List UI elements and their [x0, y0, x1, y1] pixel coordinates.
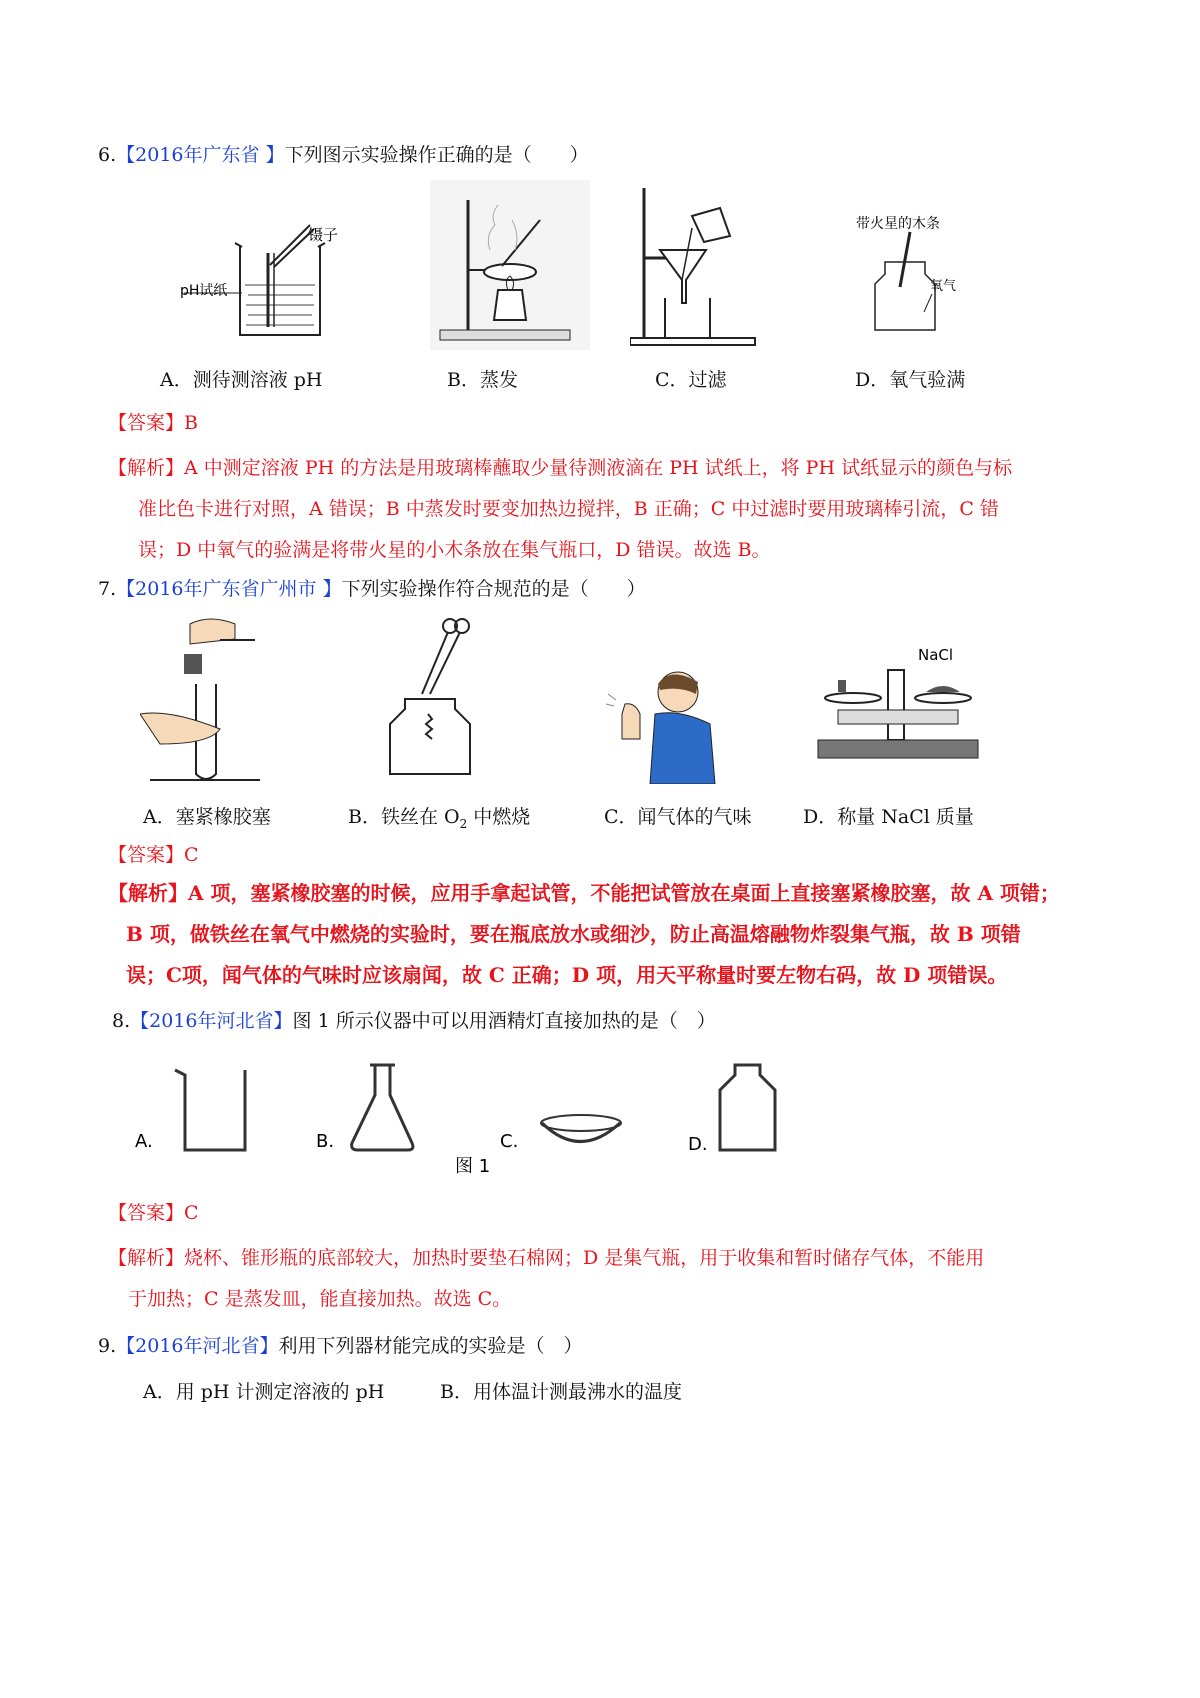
q9-option-a: A．用 pH 计测定溶液的 pH [143, 1381, 385, 1403]
smell-gas-figure [600, 664, 720, 784]
q7-option-b: B．铁丝在 $O_2$ 中燃烧 [348, 806, 531, 831]
stopper-figure [140, 614, 260, 786]
q7-answer: 【答案】C [108, 844, 199, 866]
apparatus-c-label: C. [500, 1131, 519, 1152]
nacl-label: NaCl [918, 646, 954, 664]
question-7-stem: 7.【2016年广东省广州市 】下列实验操作符合规范的是（ ） [98, 578, 646, 600]
tweezers-label: 镊子 [308, 226, 339, 244]
question-8-stem: 8.【2016年河北省】图 1 所示仪器中可以用酒精灯直接加热的是（ ） [112, 1010, 716, 1032]
q6-option-d: D．氧气验满 [855, 369, 966, 391]
ph-paper-label: pH试纸 [180, 283, 228, 299]
iron-wire-figure [380, 614, 490, 779]
apparatus-b-label: B. [316, 1131, 335, 1152]
q6-option-a: A．测待测溶液 pH [160, 369, 323, 391]
q7-option-a: A．塞紧橡胶塞 [143, 806, 271, 828]
q6-analysis: 【解析】A 中测定溶液 PH 的方法是用玻璃棒蘸取少量待测液滴在 PH 试纸上，将 PH 试纸显示的颜色与标 准比色卡进行对照，A 错误；B 中蒸发时要变加热边搅拌，B 正确；C 中过滤时要用玻璃棒引流，C 错 误；D 中氧气的验满是将带火星的小木条放在集气瓶口，D 错误。故选 B。 [108, 457, 1013, 561]
q6-option-c: C．过滤 [655, 369, 727, 391]
oxygen-test-figure [840, 212, 980, 342]
apparatus-figure [130, 1055, 810, 1180]
question-9-stem: 9.【2016年河北省】利用下列器材能完成的实验是（ ） [98, 1335, 583, 1357]
balance-figure [808, 640, 988, 770]
filtration-figure [630, 188, 760, 348]
q8-analysis: 【解析】烧杯、锥形瓶的底部较大，加热时要垫石棉网；D 是集气瓶，用于收集和暂时储存气体，不能用 于加热；C 是蒸发皿，能直接加热。故选 C。 [108, 1247, 985, 1310]
oxygen-label: 氧气 [930, 279, 957, 294]
figure-caption: 图 1 [455, 1156, 491, 1177]
question-6-stem: 6.【2016年广东省 】下列图示实验操作正确的是（ ） [98, 144, 589, 166]
q6-option-b: B．蒸发 [447, 369, 518, 391]
q7-analysis: 【解析】A 项，塞紧橡胶塞的时候，应用手拿起试管，不能把试管放在桌面上直接塞紧橡胶塞，故 A 项错； B 项，做铁丝在氧气中燃烧的实验时，要在瓶底放水或细沙，防止高温熔融物炸裂集气瓶，故 B 项错 误；C项，闻气体的气味时应该扇闻，故 C 正确；D 项，用天平称量时要左物右码，故 D 项错误。 [108, 881, 1060, 987]
q9-option-b: B．用体温计测最沸水的温度 [440, 1381, 682, 1403]
evaporation-figure [430, 180, 590, 350]
ph-test-figure [170, 205, 350, 345]
apparatus-d-label: D. [688, 1134, 708, 1155]
q6-answer: 【答案】B [108, 412, 198, 434]
q7-option-d: D．称量 NaCl 质量 [803, 806, 974, 828]
q8-answer: 【答案】C [108, 1202, 199, 1224]
q7-option-c: C．闻气体的气味 [604, 806, 752, 828]
apparatus-a-label: A. [135, 1131, 153, 1152]
splint-label: 带火星的木条 [856, 216, 940, 232]
